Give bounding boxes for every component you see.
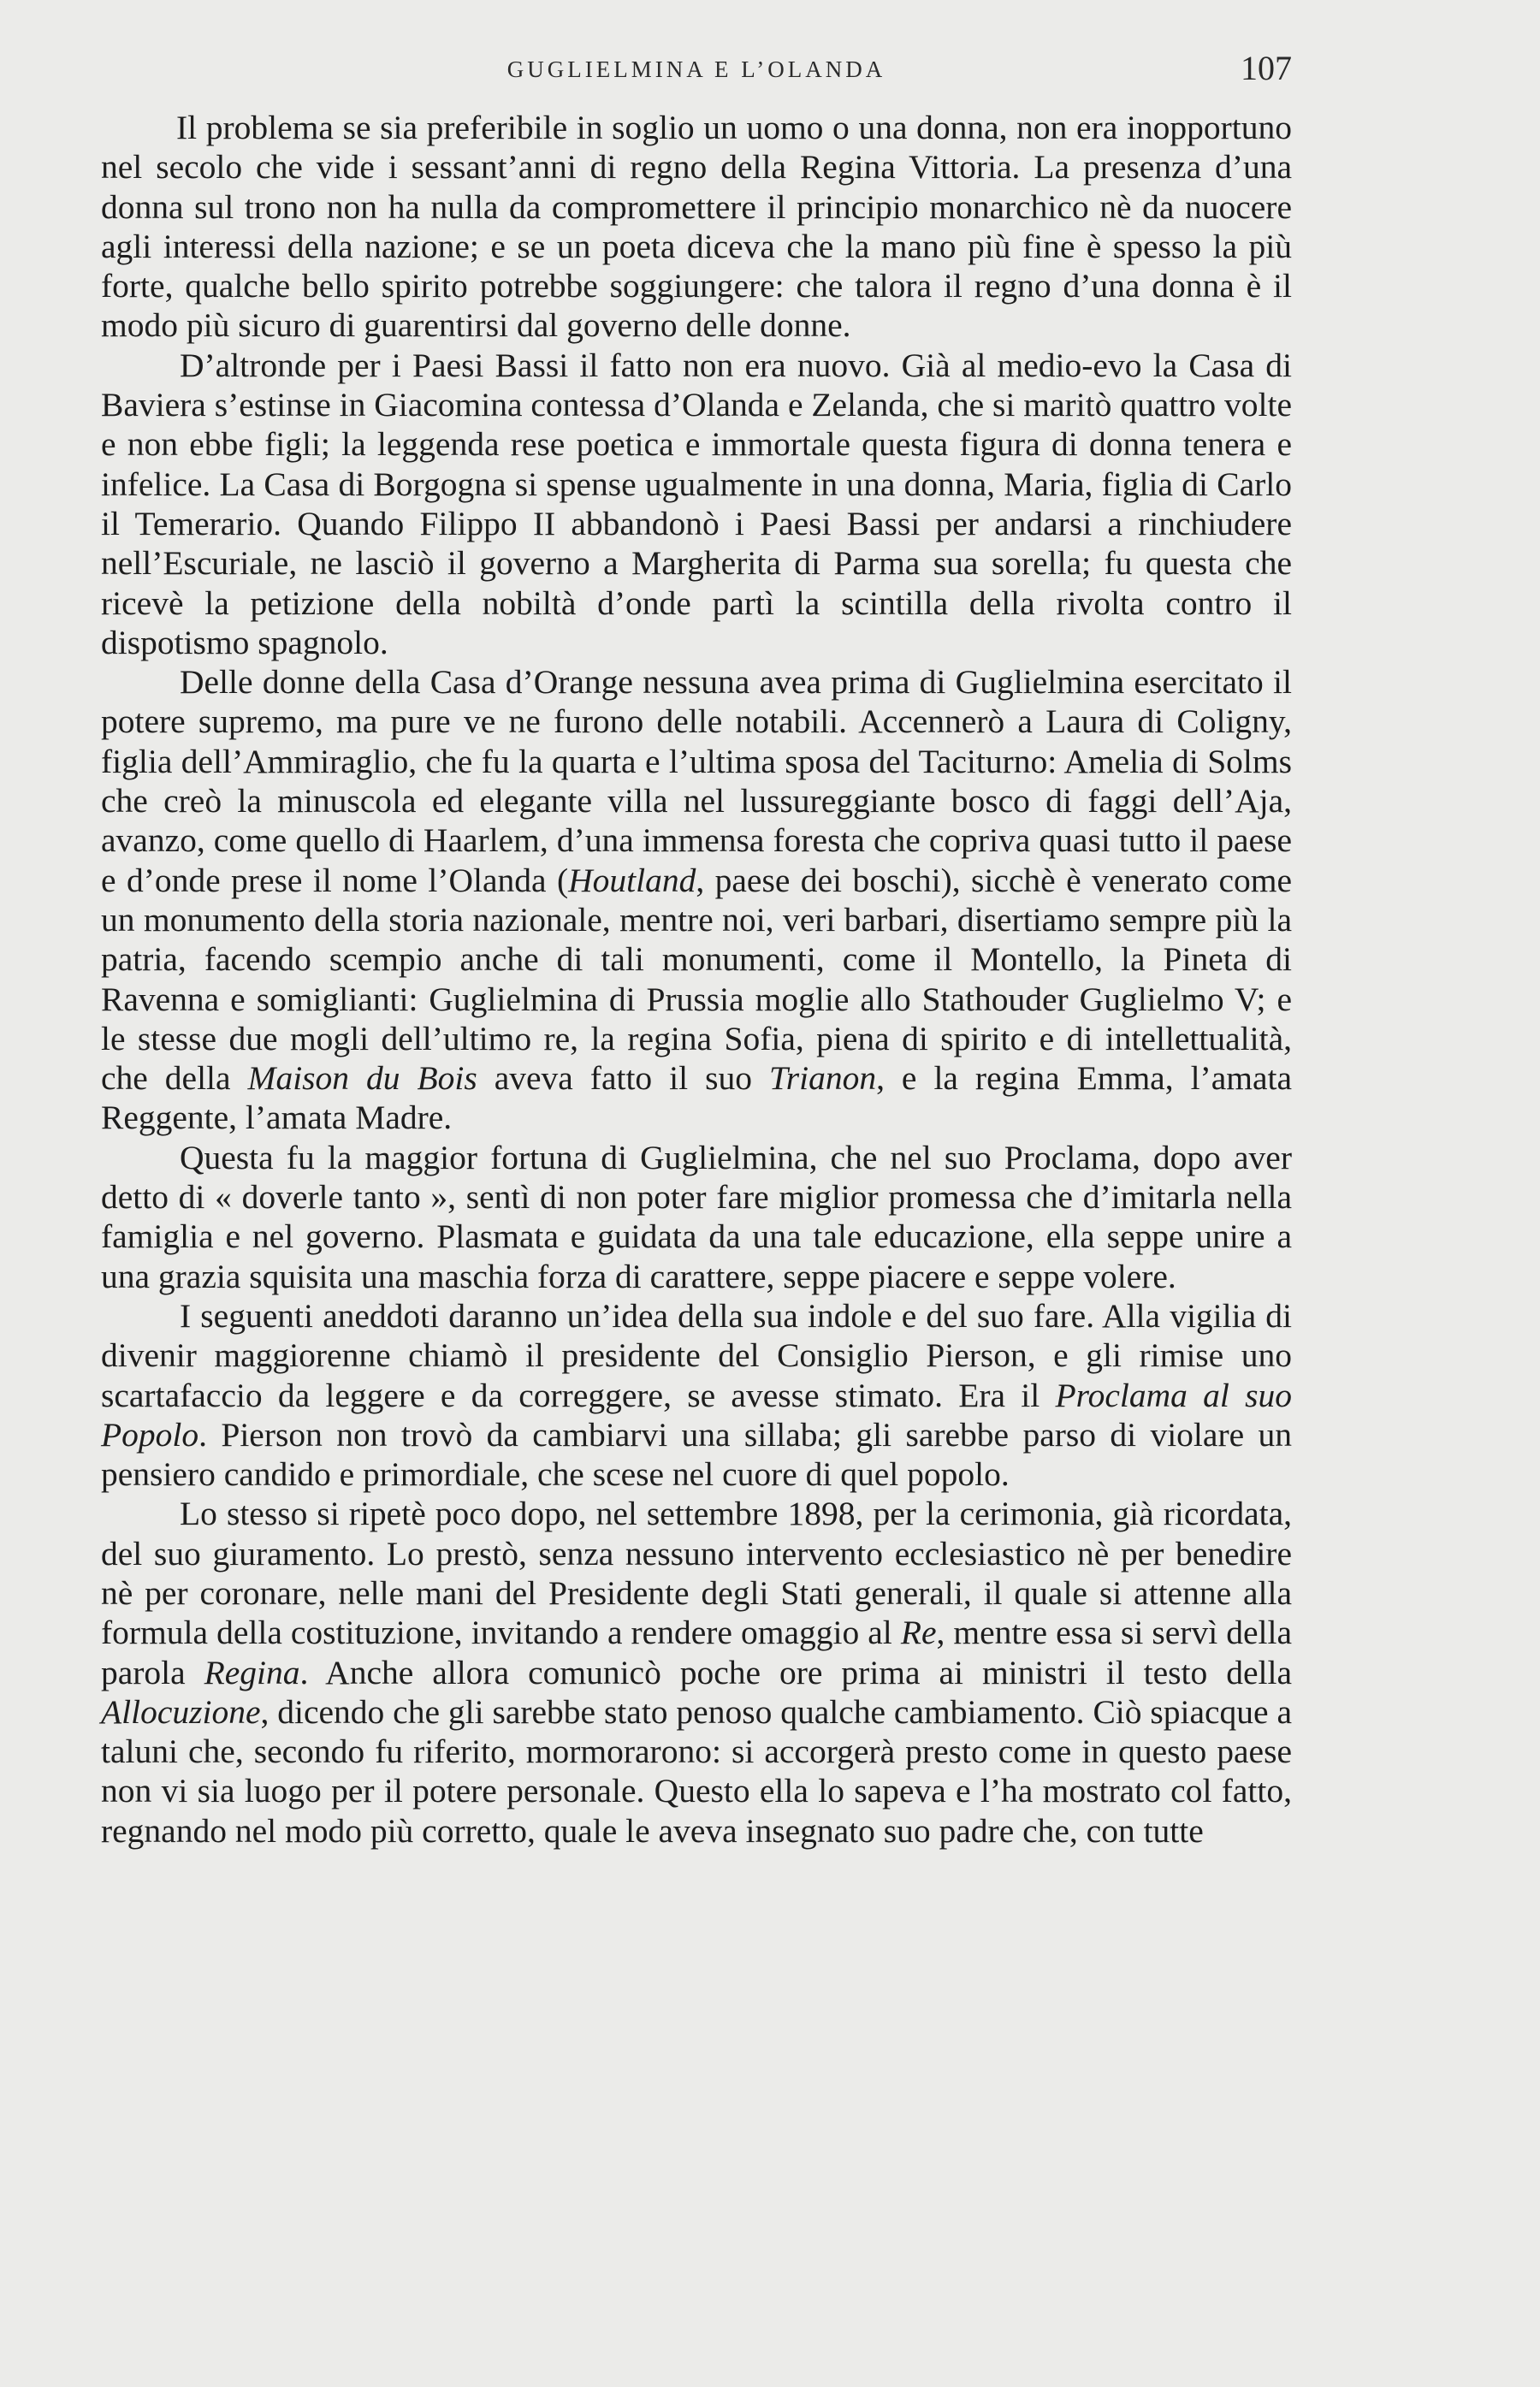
text-run: , paese dei boschi), sicchè è venerato come un monumento della storia nazionale, mentre noi, veri barbari, disertiamo sempre più la patria, facendo scempio anche di tali monumenti, come il Montello, la Pineta di Ravenna e somiglianti: Guglielmina di Prussia moglie allo Stathouder Guglielmo V; e le stesse due mogli dell’ultimo re, la regina Sofia, piena di spirito e di intellettualità, che della bbox=[101, 861, 1292, 1098]
text-run: . Anche allora comunicò poche ore prima ai ministri il testo della bbox=[299, 1653, 1292, 1691]
running-title: GUGLIELMINA E L’OLANDA bbox=[506, 56, 886, 82]
paragraph-5 bbox=[101, 1296, 1292, 1494]
paragraph-6 bbox=[101, 1494, 1292, 1851]
text-run: . Pierson non trovò da cambiarvi una sillaba; gli sarebbe parso di violare un pensiero candido e primordiale, che scese nel cuore di quel popolo. bbox=[101, 1415, 1292, 1494]
text-run: I seguenti aneddoti daranno un’idea della sua indole e del suo fare. Alla vigilia di divenir maggiorenne chiamò il presidente del Consiglio Pierson, e gli rimise uno scartafaccio da leggere e da correggere, se avesse stimato. Era il bbox=[101, 1296, 1292, 1414]
body-text bbox=[101, 108, 1292, 1851]
italic-run: Allocuzione bbox=[101, 1692, 261, 1731]
text-run: Lo stesso si ripetè poco dopo, nel settembre 1898, per la cerimonia, già ricordata, del suo giuramento. Lo prestò, senza nessuno intervento ecclesiastico nè per benedire nè per coronare, nelle mani del Presidente degli Stati generali, il quale si attenne alla formula della costituzione, invitando a rendere omaggio al bbox=[101, 1495, 1292, 1652]
text-run: Questa fu la maggior fortuna di Guglielmina, che nel suo Proclama, dopo aver detto di « doverle tanto », sentì di non poter fare miglior promessa che d’imitarla nella famiglia e nel governo. Plasmata e guidata da una tale educazione, ella seppe unire a una grazia squisita una maschia forza di carattere, seppe piacere e seppe volere. bbox=[101, 1138, 1292, 1295]
italic-run: Maison du Bois bbox=[247, 1059, 477, 1098]
text-run: Il problema se sia preferibile in soglio un uomo o una donna, non era inopportuno nel secolo che vide i sessant’anni di regno della Regina Vittoria. La presenza d’una donna sul trono non ha nulla da compromettere il principio monarchico nè da nuocere agli interessi della nazione; e se un poeta diceva che la mano più fine è spesso la più forte, qualche bello spirito potrebbe soggiungere: che talora il regno d’una donna è il modo più sicuro di guarentirsi dal governo delle donne. bbox=[101, 109, 1292, 345]
paragraph-2 bbox=[101, 346, 1292, 662]
paragraph-1 bbox=[101, 108, 1292, 346]
text-run: , e la regina Emma, l’amata Reggente, l’amata Madre. bbox=[101, 1059, 1292, 1137]
text-run: , dicendo che gli sarebbe stato penoso qualche cambiamento. Ciò spiacque a taluni che, secondo fu riferito, mormorarono: si accorgerà presto come in questo paese non vi sia luogo per il potere personale. Questo ella lo sapeva e l’ha mostrato col fatto, regnando nel modo più corretto, quale le aveva insegnato suo padre che, con tutte bbox=[101, 1692, 1292, 1850]
text-run: , mentre essa si servì della parola bbox=[101, 1614, 1292, 1691]
page-number: 107 bbox=[1241, 49, 1292, 87]
paragraph-4 bbox=[101, 1138, 1292, 1296]
paragraph-3 bbox=[101, 662, 1292, 1138]
text-run: D’altronde per i Paesi Bassi il fatto non era nuovo. Già al medio-evo la Casa di Baviera s’estinse in Giacomina contessa d’Olanda e Zelanda, che si maritò quattro volte e non ebbe figli; la leggenda rese poetica e immortale questa figura di donna tenera e infelice. La Casa di Borgogna si spense ugualmente in una donna, Maria, figlia di Carlo il Temerario. Quando Filippo II abbandonò i Paesi Bassi per andarsi a rinchiudere nell’Escuriale, ne lasciò il governo a Margherita di Parma sua sorella; fu questa che ricevè la petizione della nobiltà d’onde partì la scintilla della rivolta contro il dispotismo spagnolo. bbox=[101, 346, 1292, 661]
italic-run: Re bbox=[900, 1614, 937, 1652]
italic-run: Regina bbox=[204, 1653, 300, 1691]
italic-run: Proclama al suo Popolo bbox=[101, 1376, 1292, 1454]
text-run: Delle donne della Casa d’Orange nessuna avea prima di Guglielmina esercitato il potere supremo, ma pure ve ne furono delle notabili. Accennerò a Laura di Coligny, figlia dell’Ammiraglio, che fu la quarta e l’ultima sposa del Taciturno: Amelia di Solms che creò la minuscola ed elegante villa nel lussureggiante bosco di faggi dell’Aja, avanzo, come quello di Haarlem, d’una immensa foresta che copriva quasi tutto il paese e d’onde prese il nome l’Olanda ( bbox=[101, 663, 1292, 899]
italic-run: Trianon bbox=[768, 1059, 877, 1098]
text-run: aveva fatto il suo bbox=[477, 1059, 769, 1098]
running-head bbox=[101, 44, 1292, 96]
italic-run: Houtland bbox=[568, 861, 696, 899]
